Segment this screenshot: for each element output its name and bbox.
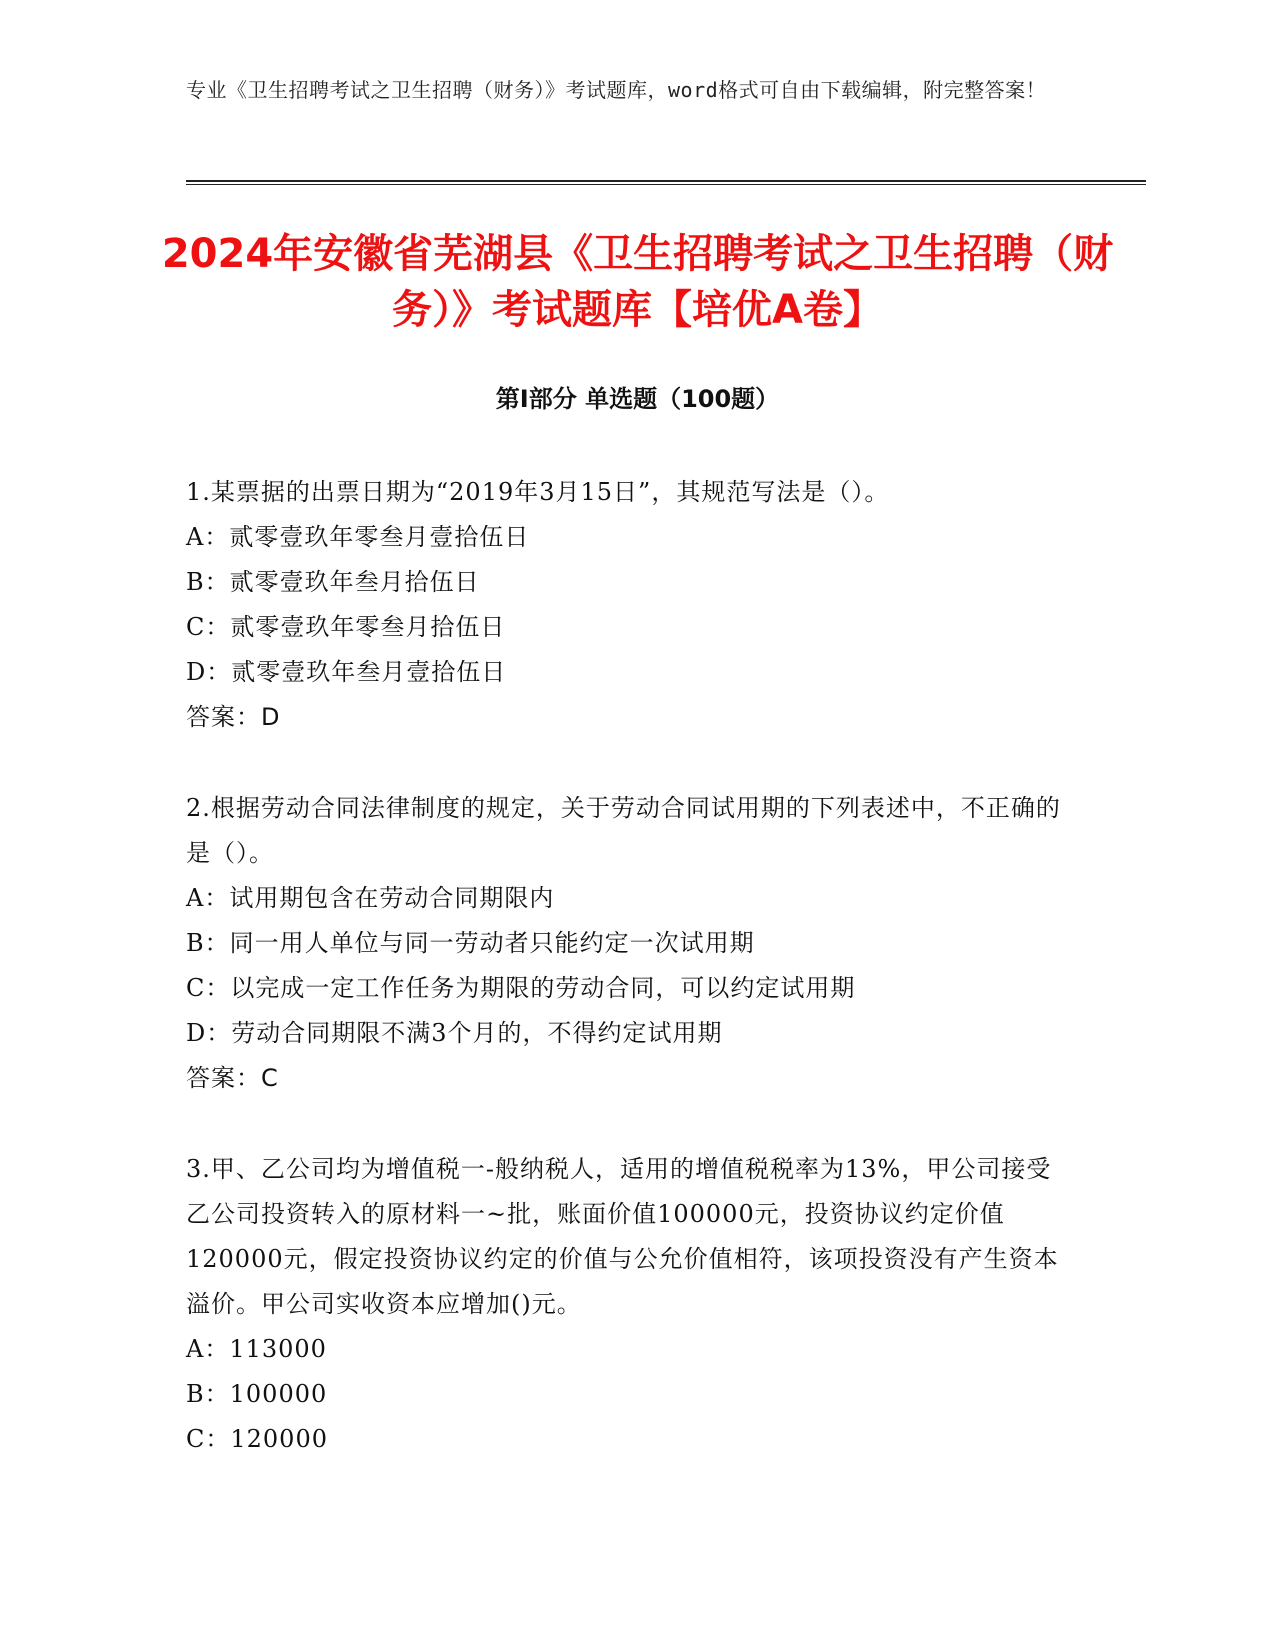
answer: 答案：D [186,703,281,731]
question-3 [186,1147,1066,1462]
option-d: D：贰零壹玖年叁月壹拾伍日 [186,658,507,686]
question-1 [186,470,1066,740]
question-text: 1.某票据的出票日期为“2019年3月15日”，其规范写法是（）。 [186,478,890,506]
option-c: C：贰零壹玖年零叁月拾伍日 [186,613,506,641]
question-text: 2.根据劳动合同法律制度的规定，关于劳动合同试用期的下列表述中，不正确的是（）。 [186,794,1061,867]
header-divider [186,180,1146,185]
option-b: B：同一用人单位与同一劳动者只能约定一次试用期 [186,929,755,957]
question-list [186,470,1066,1508]
document-title: 2024年安徽省芜湖县《卫生招聘考试之卫生招聘（财务）》考试题库【培优A卷】 [161,231,1114,333]
answer: 答案：C [186,1064,279,1092]
option-a: A：113000 [186,1335,327,1363]
question-2 [186,786,1066,1101]
option-a: A：试用期包含在劳动合同期限内 [186,884,555,912]
section-title: 第Ⅰ部分 单选题（100题） [495,385,780,413]
option-c: C：以完成一定工作任务为期限的劳动合同，可以约定试用期 [186,974,856,1002]
option-d: D：劳动合同期限不满3个月的，不得约定试用期 [186,1019,723,1047]
option-b: B：100000 [186,1380,328,1408]
question-text: 3.甲、乙公司均为增值税一-般纳税人，适用的增值税税率为13%，甲公司接受乙公司投资转入的原材料一~批，账面价值100000元，投资协议约定价值120000元，假定投资协议约定的价值与公允价值相符，该项投资没有产生资本溢价。甲公司实收资本应增加()元。 [186,1155,1059,1318]
option-c: C：120000 [186,1425,328,1453]
option-b: B：贰零壹玖年叁月拾伍日 [186,568,480,596]
option-a: A：贰零壹玖年零叁月壹拾伍日 [186,523,530,551]
header-note: 专业《卫生招聘考试之卫生招聘（财务）》考试题库，word格式可自由下载编辑，附完整答案！ [186,78,1047,102]
